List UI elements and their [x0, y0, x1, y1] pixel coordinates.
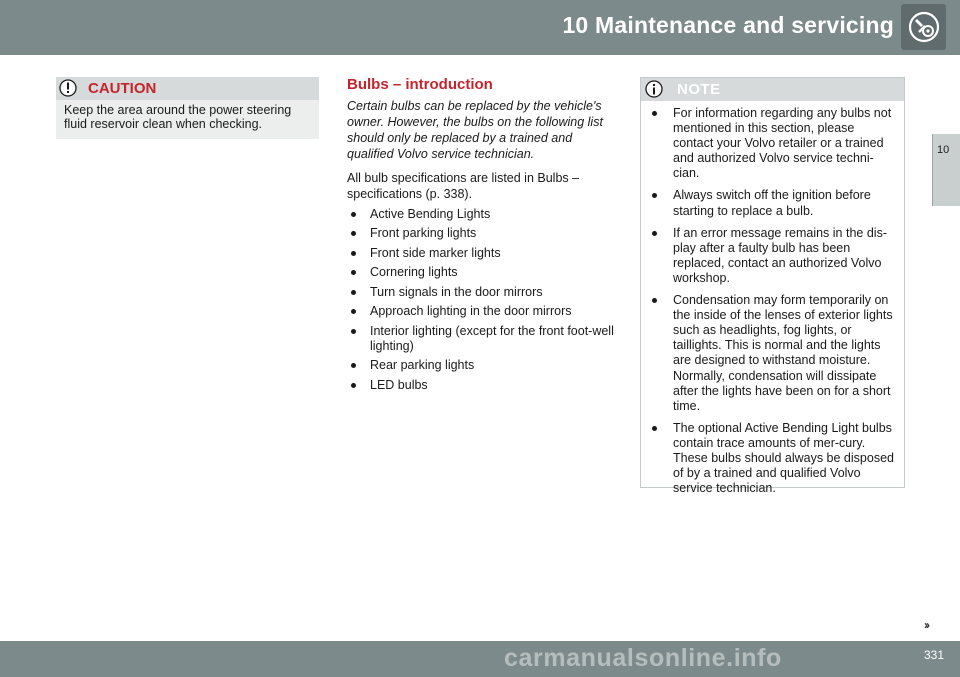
list-item [347, 285, 617, 300]
bullet-icon [351, 329, 356, 334]
list-item-text: Approach lighting in the door mirrors [370, 304, 572, 318]
bullet-icon [351, 212, 356, 217]
bullet-icon [652, 231, 657, 236]
bulb-list [347, 207, 617, 393]
list-item-text: The optional Active Bending Light bulbs contain trace amounts of mer-cury. These bulbs should always be disposed of by a trained and qualified Volvo service technician. [673, 420, 894, 496]
list-item [347, 207, 617, 222]
note-header [641, 78, 904, 101]
wrench-gear-icon [901, 4, 946, 50]
list-item-text: If an error message remains in the dis-play after a faulty bulb has been replaced, contact an authorized Volvo workshop. [673, 225, 887, 285]
list-item [347, 304, 617, 319]
list-item-text: Active Bending Lights [370, 206, 491, 221]
list-item [347, 358, 617, 373]
watermark: carmanualsonline.info [504, 644, 782, 672]
caution-text: Keep the area around the power steering fluid reservoir clean when checking. [64, 103, 292, 131]
list-item-text: LED bulbs [370, 377, 428, 392]
bullet-icon [652, 298, 657, 303]
list-item [650, 226, 898, 286]
bullet-icon [351, 309, 356, 314]
list-item [347, 378, 617, 393]
note-list [641, 101, 904, 496]
chapter-side-tab-label: 10 [937, 144, 950, 156]
bullet-icon [652, 426, 657, 431]
section-title: Bulbs – introduction [347, 76, 493, 93]
page-number: 331 [923, 648, 944, 662]
chapter-title: 10 Maintenance and servicing [562, 12, 894, 38]
list-item [347, 324, 617, 354]
info-icon [645, 80, 663, 98]
bullet-icon [351, 363, 356, 368]
note-title: NOTE [677, 81, 721, 98]
exclamation-icon [59, 79, 77, 97]
list-item-text: Front side marker lights [370, 245, 501, 260]
list-item-text: Always switch off the ignition before starting to replace a bulb. [673, 188, 871, 218]
list-item-text: Rear parking lights [370, 358, 475, 372]
list-item [650, 421, 898, 496]
list-item-text: Interior lighting (except for the front foot-well lighting) [370, 323, 614, 353]
next-page-arrows[interactable]: ›› [924, 618, 928, 632]
bulbs-section [347, 76, 617, 393]
bullet-icon [351, 383, 356, 388]
list-item-text: Front parking lights [370, 226, 477, 240]
bullet-icon [351, 290, 356, 295]
caution-header [56, 77, 319, 100]
list-item [347, 246, 617, 261]
bullet-icon [652, 111, 657, 116]
list-item [650, 188, 898, 218]
section-intro: Certain bulbs can be replaced by the vehicle's owner. However, the bulbs on the following list should only be replaced by a trained and qualified Volvo service technician. [347, 99, 603, 161]
bullet-icon [351, 231, 356, 236]
list-item [347, 226, 617, 241]
list-item [650, 293, 898, 414]
list-item-text: Condensation may form temporarily on the inside of the lenses of exterior lights such as headlights, fog lights, or taillights. This is normal and the lights are designed to withstand moisture. Normally, condensation will dissipate after the lights have been on for a short time. [673, 293, 893, 413]
bullet-icon [351, 270, 356, 275]
caution-box [56, 77, 319, 139]
list-item-text: Turn signals in the door mirrors [370, 284, 543, 299]
specs-reference: All bulb specifications are listed in Bulbs – specifications (p. 338). [347, 171, 580, 201]
list-item [650, 106, 898, 181]
note-box [640, 77, 905, 496]
list-item-text: Cornering lights [370, 265, 458, 279]
caution-title: CAUTION [88, 80, 157, 97]
bullet-icon [652, 193, 657, 198]
list-item [347, 265, 617, 280]
bullet-icon [351, 251, 356, 256]
list-item-text: For information regarding any bulbs not mentioned in this section, please contact your Volvo retailer or a trained and authorized Volvo service techni-cian. [673, 106, 892, 181]
page-footer [0, 641, 960, 677]
